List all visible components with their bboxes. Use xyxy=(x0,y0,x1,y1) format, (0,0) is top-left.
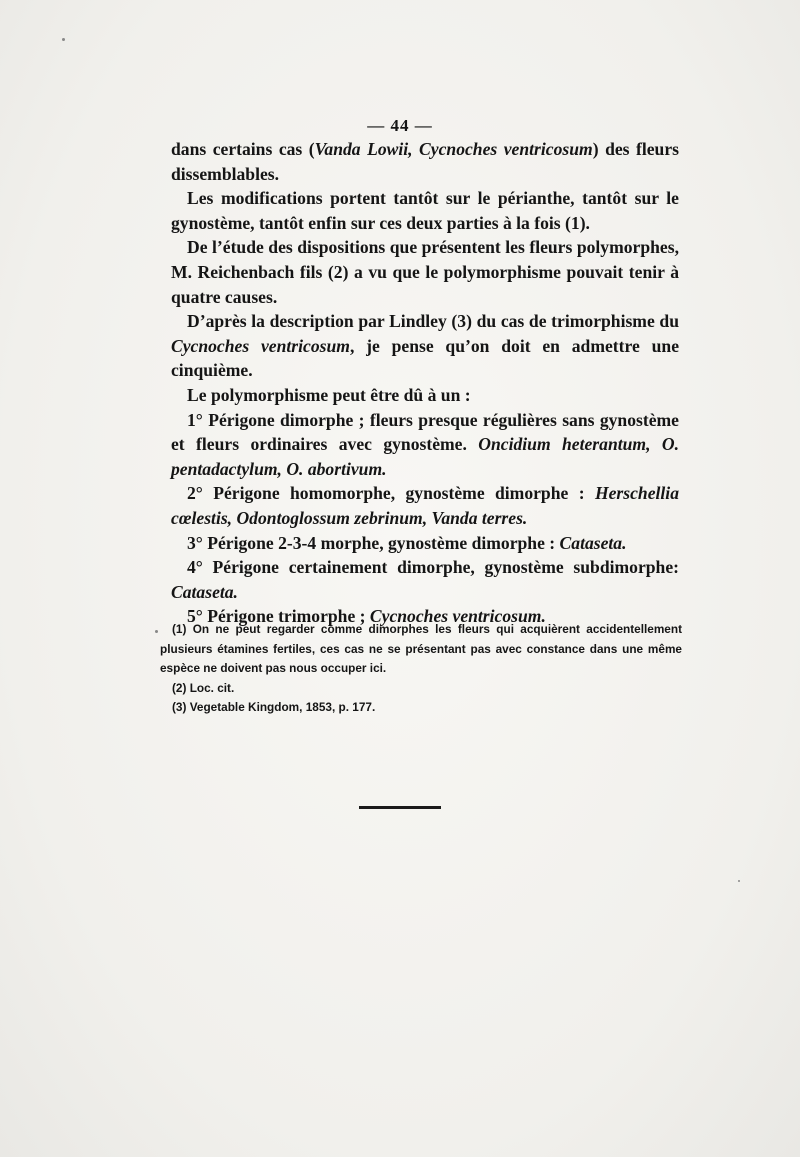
page-number: — 44 — xyxy=(367,116,433,135)
text-segment-italic: Cataseta. xyxy=(171,581,238,602)
text-segment: Le polymorphisme peut être dû à un : xyxy=(187,384,471,405)
paragraph-1 xyxy=(171,137,679,186)
text-segment: 4° Périgone certainement dimorphe, gynostème subdimorphe: xyxy=(187,557,679,578)
paper-speck xyxy=(738,880,740,882)
footnote-2: (2) Loc. cit. xyxy=(172,680,235,695)
footnotes xyxy=(160,620,682,718)
footnote-3: (3) Vegetable Kingdom, 1853, p. 177. xyxy=(172,700,376,714)
text-segment: , je pense qu’on doit en admettre une cinquième. xyxy=(171,335,680,381)
end-rule xyxy=(359,806,441,809)
text-segment-italic: Oncidium heterantum, O. pentadactylum, O. abortivum. xyxy=(171,434,679,479)
text-segment-italic: Cycnoches ventricosum xyxy=(171,335,350,356)
text-segment: Les modifications portent tantôt sur le périanthe, tantôt sur le gynostème, tantôt enfin sur ces deux parties à la fois (1). xyxy=(171,188,679,233)
text-segment: 2° Périgone homomorphe, gynostème dimorphe : xyxy=(187,483,595,504)
paragraph-9 xyxy=(171,555,679,604)
text-segment-italic: Vanda Lowii, Cycnoches ventricosum xyxy=(314,139,593,159)
paragraph-5 xyxy=(171,383,679,408)
paragraph-8 xyxy=(171,531,679,556)
paragraph-7 xyxy=(171,481,679,530)
footnote-1: (1) On ne peut regarder comme dimorphes les fleurs qui acquièrent accidentellement plusieurs étamines fertiles, ces cas ne se présentant pas avec constance dans une même espèce ne doivent pas nous occuper ici. xyxy=(160,622,682,675)
text-segment: ) des fleurs dissemblables. xyxy=(171,139,680,184)
paper-speck xyxy=(62,38,65,41)
paragraph-6 xyxy=(171,408,679,482)
body-text xyxy=(171,137,679,629)
text-segment-italic: Herschellia cœlestis, Odontoglossum zebrinum, Vanda terres. xyxy=(171,483,679,528)
text-segment: D’après la description par Lindley (3) du cas de trimorphisme du xyxy=(187,311,679,332)
text-segment: dans certains cas ( xyxy=(171,139,315,159)
paragraph-2 xyxy=(171,186,679,235)
text-segment: 5° Périgone trimorphe ; xyxy=(187,606,370,627)
paragraph-4 xyxy=(171,309,679,383)
paper-speck xyxy=(155,630,158,633)
paragraph-3 xyxy=(171,235,679,309)
text-segment: 3° Périgone 2-3-4 morphe, gynostème dimorphe : xyxy=(187,532,560,553)
text-segment-italic: Cataseta. xyxy=(559,532,627,553)
text-segment-italic: Cycnoches ventricosum. xyxy=(369,606,546,627)
text-segment: De l’étude des dispositions que présentent les fleurs polymorphes, M. Reichenbach fils (2) a vu que le polymorphisme pouvait tenir à quatre causes. xyxy=(171,237,679,307)
text-segment: 1° Périgone dimorphe ; fleurs presque régulières sans gynostème et fleurs ordinaires avec gynostème. xyxy=(171,409,679,455)
